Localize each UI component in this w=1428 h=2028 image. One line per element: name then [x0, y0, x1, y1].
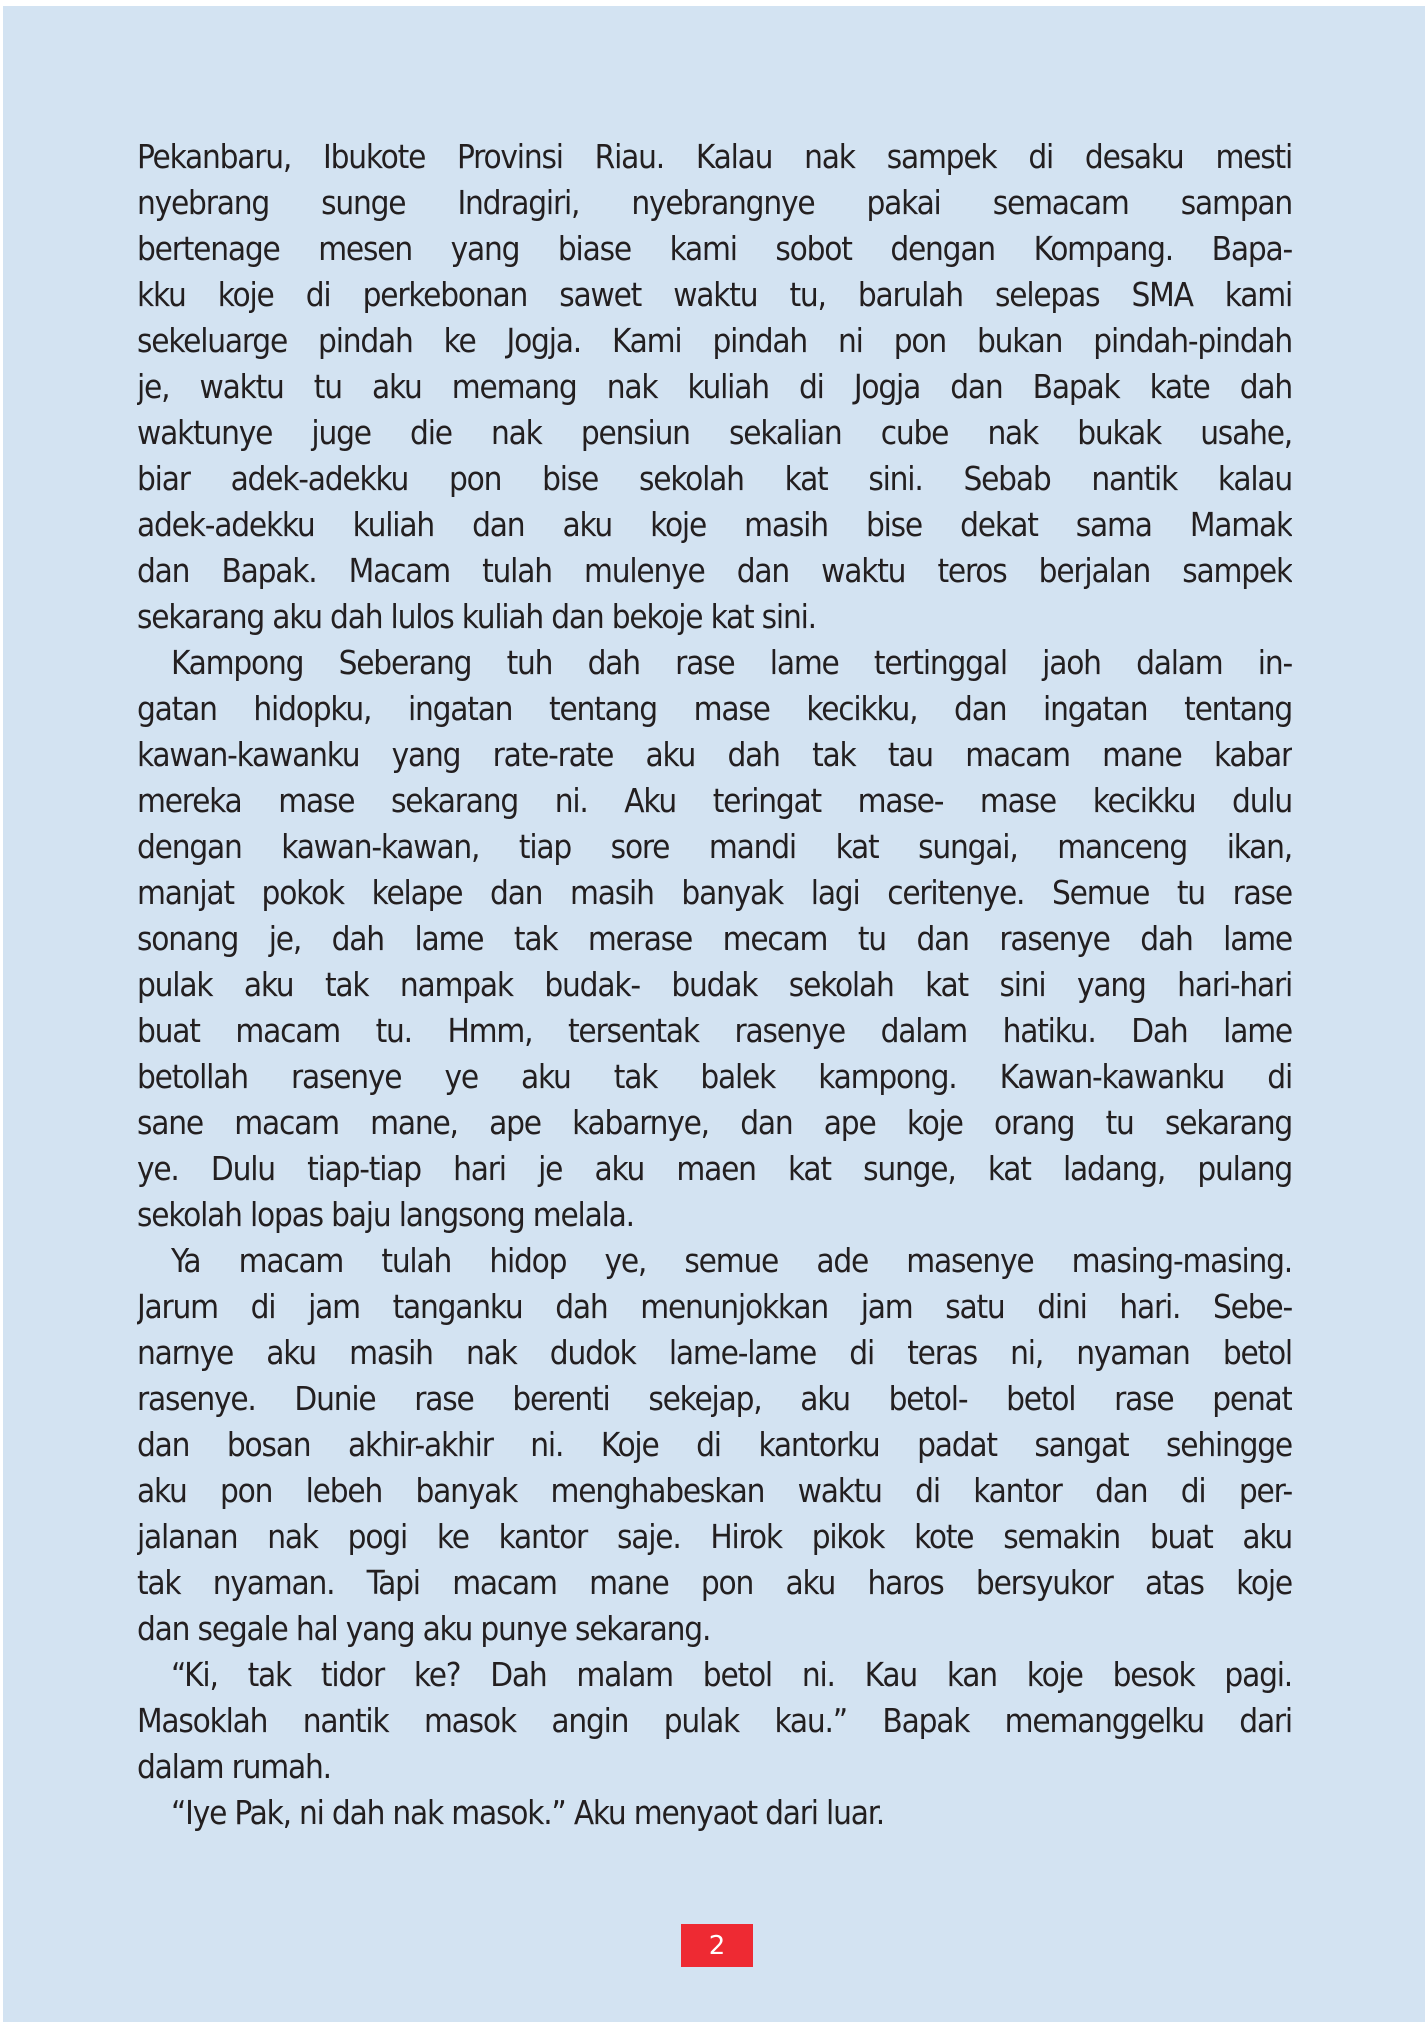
text-line: “Ki, tak tidor ke? Dah malam betol ni. Kau kan koje besok pagi.: [171, 1655, 1292, 1694]
paragraph-5-dialogue: [137, 1790, 1292, 1836]
text-line: Jarum di jam tanganku dah menunjokkan jam satu dini hari. Sebe-: [137, 1287, 1292, 1326]
text-line: betollah rasenye ye aku tak balek kampong. Kawan-kawanku di: [137, 1057, 1292, 1096]
text-line: Ya macam tulah hidop ye, semue ade masenye masing-masing.: [171, 1241, 1292, 1280]
text-line: waktunye juge die nak pensiun sekalian cube nak bukak usahe,: [137, 413, 1292, 452]
text-line: sekeluarge pindah ke Jogja. Kami pindah ni pon bukan pindah-pindah: [137, 321, 1292, 360]
text-line: sekolah lopas baju langsong melala.: [137, 1195, 634, 1234]
text-line: narnye aku masih nak dudok lame-lame di teras ni, nyaman betol: [137, 1333, 1292, 1372]
text-line: kawan-kawanku yang rate-rate aku dah tak tau macam mane kabar: [137, 735, 1292, 774]
text-line: Masoklah nantik masok angin pulak kau.” Bapak memanggelku dari: [137, 1701, 1292, 1740]
paragraph-3: [137, 1238, 1292, 1652]
text-line: dan segale hal yang aku punye sekarang.: [137, 1609, 711, 1648]
body-text: [137, 134, 1292, 1836]
text-line: kku koje di perkebonan sawet waktu tu, barulah selepas SMA kami: [137, 275, 1292, 314]
text-line: je, waktu tu aku memang nak kuliah di Jogja dan Bapak kate dah: [137, 367, 1292, 406]
text-line: jalanan nak pogi ke kantor saje. Hirok pikok kote semakin buat aku: [137, 1517, 1292, 1556]
text-line: Pekanbaru, Ibukote Provinsi Riau. Kalau nak sampek di desaku mesti: [137, 137, 1292, 176]
text-line: nyebrang sunge Indragiri, nyebrangnye pakai semacam sampan: [137, 183, 1292, 222]
paragraph-2: [137, 640, 1292, 1238]
text-line: buat macam tu. Hmm, tersentak rasenye dalam hatiku. Dah lame: [137, 1011, 1292, 1050]
text-line: Kampong Seberang tuh dah rase lame tertinggal jaoh dalam in-: [171, 643, 1292, 682]
text-line: pulak aku tak nampak budak- budak sekolah kat sini yang hari-hari: [137, 965, 1292, 1004]
paragraph-1: [137, 134, 1292, 640]
paragraph-4-dialogue: [137, 1652, 1292, 1790]
text-line: sekarang aku dah lulos kuliah dan bekoje kat sini.: [137, 597, 816, 636]
text-line: ye. Dulu tiap-tiap hari je aku maen kat sunge, kat ladang, pulang: [137, 1149, 1292, 1188]
text-line: gatan hidopku, ingatan tentang mase kecikku, dan ingatan tentang: [137, 689, 1292, 728]
text-line: dan bosan akhir-akhir ni. Koje di kantorku padat sangat sehingge: [137, 1425, 1292, 1464]
text-line: aku pon lebeh banyak menghabeskan waktu di kantor dan di per-: [137, 1471, 1292, 1510]
text-line: biar adek-adekku pon bise sekolah kat sini. Sebab nantik kalau: [137, 459, 1292, 498]
text-line: adek-adekku kuliah dan aku koje masih bise dekat sama Mamak: [137, 505, 1292, 544]
text-line: dalam rumah.: [137, 1747, 331, 1786]
text-line: dengan kawan-kawan, tiap sore mandi kat sungai, manceng ikan,: [137, 827, 1292, 866]
text-line: rasenye. Dunie rase berenti sekejap, aku betol- betol rase penat: [137, 1379, 1292, 1418]
text-line: sonang je, dah lame tak merase mecam tu dan rasenye dah lame: [137, 919, 1292, 958]
text-line: mereka mase sekarang ni. Aku teringat mase- mase kecikku dulu: [137, 781, 1292, 820]
text-line: sane macam mane, ape kabarnye, dan ape koje orang tu sekarang: [137, 1103, 1292, 1142]
text-line: tak nyaman. Tapi macam mane pon aku haros bersyukor atas koje: [137, 1563, 1292, 1602]
text-line: “Iye Pak, ni dah nak masok.” Aku menyaot dari luar.: [171, 1793, 884, 1832]
page-number: 2: [708, 1930, 726, 1961]
page-number-badge: [681, 1924, 753, 1967]
text-line: dan Bapak. Macam tulah mulenye dan waktu teros berjalan sampek: [137, 551, 1292, 590]
text-line: manjat pokok kelape dan masih banyak lagi ceritenye. Semue tu rase: [137, 873, 1292, 912]
text-line: bertenage mesen yang biase kami sobot dengan Kompang. Bapa-: [137, 229, 1292, 268]
